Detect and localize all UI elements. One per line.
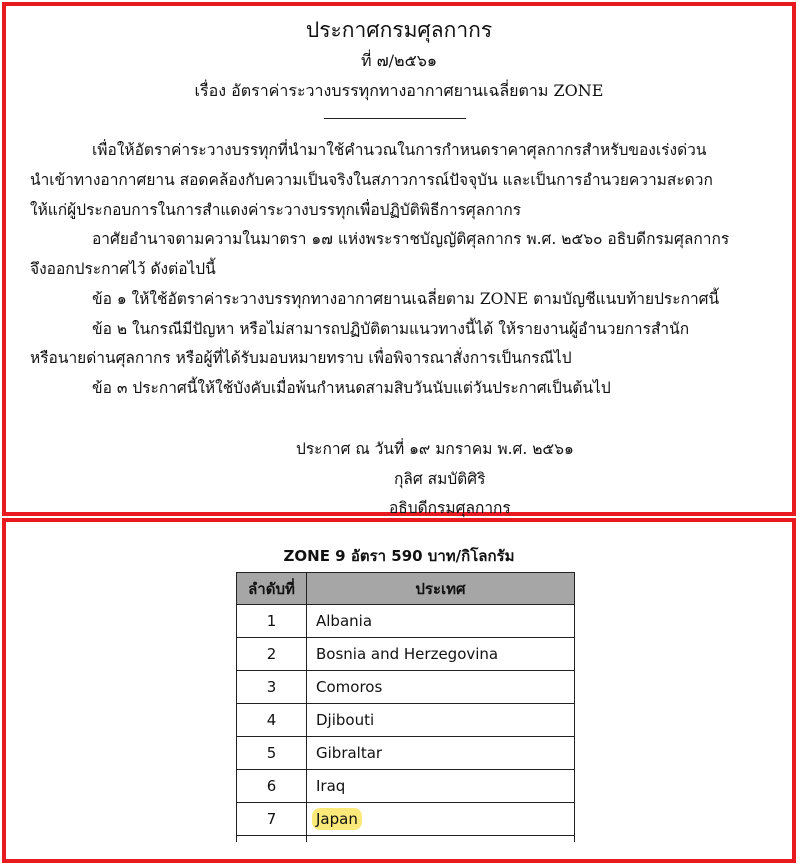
header-index: ลำดับที่ bbox=[237, 573, 307, 605]
row-country: Comoros bbox=[307, 671, 575, 704]
zone-country-table bbox=[236, 572, 575, 842]
clause-3: ข้อ ๓ ประกาศนี้ให้ใช้บังคับเมื่อพ้นกำหนดสามสิบวันนับแต่วันประกาศเป็นต้นไป bbox=[92, 379, 611, 397]
paragraph-line: ให้แก่ผู้ประกอบการในการสำแดงค่าระวางบรรทุกเพื่อปฏิบัติพิธีการศุลกากร bbox=[30, 201, 522, 219]
paragraph-line: นำเข้าทางอากาศยาน สอดคล้องกับความเป็นจริงในสภาวการณ์ปัจจุบัน และเป็นการอำนวยความสะดวก bbox=[30, 171, 713, 189]
row-index: 7 bbox=[237, 803, 307, 836]
table-row bbox=[237, 803, 575, 836]
table-row bbox=[237, 770, 575, 803]
paragraph-line: หรือนายด่านศุลกากร หรือผู้ที่ได้รับมอบหมายทราบ เพื่อพิจารณาสั่งการเป็นกรณีไป bbox=[30, 349, 572, 367]
zone-table-panel bbox=[2, 518, 796, 863]
paragraph-line: เพื่อให้อัตราค่าระวางบรรทุกที่นำมาใช้คำนวณในการกำหนดราคาศุลกากรสำหรับของเร่งด่วน bbox=[92, 141, 707, 159]
table-row bbox=[237, 638, 575, 671]
table-row-cutoff bbox=[237, 836, 575, 843]
paragraph-line: จึงออกประกาศไว้ ดังต่อไปนี้ bbox=[30, 260, 216, 278]
clause-1: ข้อ ๑ ให้ใช้อัตราค่าระวางบรรทุกทางอากาศยานเฉลี่ยตาม ZONE ตามบัญชีแนบท้ายประกาศนี้ bbox=[92, 290, 720, 308]
row-index: 5 bbox=[237, 737, 307, 770]
row-index: 3 bbox=[237, 671, 307, 704]
row-country-highlighted bbox=[307, 803, 575, 836]
row-index: 2 bbox=[237, 638, 307, 671]
row-country: Albania bbox=[307, 605, 575, 638]
zone-table-title: ZONE 9 อัตรา 590 บาท/กิโลกรัม bbox=[283, 547, 515, 565]
signatory-position: อธิบดีกรมศุลกากร bbox=[389, 499, 511, 517]
row-index: 6 bbox=[237, 770, 307, 803]
row-index: 4 bbox=[237, 704, 307, 737]
table-row bbox=[237, 671, 575, 704]
highlight-marker: Japan bbox=[312, 808, 362, 830]
announcement-subject: เรื่อง อัตราค่าระวางบรรทุกทางอากาศยานเฉลี่ยตาม ZONE bbox=[194, 81, 604, 100]
announcement-panel bbox=[2, 2, 796, 516]
row-country: Djibouti bbox=[307, 704, 575, 737]
row-index: 1 bbox=[237, 605, 307, 638]
row-country: Bosnia and Herzegovina bbox=[307, 638, 575, 671]
clause-2: ข้อ ๒ ในกรณีมีปัญหา หรือไม่สามารถปฏิบัติตามแนวทางนี้ได้ ให้รายงานผู้อำนวยการสำนัก bbox=[92, 320, 690, 338]
header-country: ประเทศ bbox=[307, 573, 575, 605]
signature-date: ประกาศ ณ วันที่ ๑๙ มกราคม พ.ศ. ๒๕๖๑ bbox=[296, 440, 574, 458]
row-index-cutoff bbox=[237, 836, 307, 843]
signatory-name: กุลิศ สมบัติศิริ bbox=[394, 470, 486, 488]
table-header-row bbox=[237, 573, 575, 605]
announcement-number: ที่ ๗/๒๕๖๑ bbox=[360, 51, 438, 70]
table-row bbox=[237, 605, 575, 638]
table-row bbox=[237, 704, 575, 737]
title-divider bbox=[324, 118, 466, 119]
row-country: Iraq bbox=[307, 770, 575, 803]
table-row bbox=[237, 737, 575, 770]
announcement-title: ประกาศกรมศุลกากร bbox=[305, 18, 493, 42]
row-country: Gibraltar bbox=[307, 737, 575, 770]
row-country-cutoff bbox=[307, 836, 575, 843]
paragraph-line: อาศัยอำนาจตามความในมาตรา ๑๗ แห่งพระราชบัญญัติศุลกากร พ.ศ. ๒๕๖๐ อธิบดีกรมศุลกากร bbox=[92, 230, 730, 248]
